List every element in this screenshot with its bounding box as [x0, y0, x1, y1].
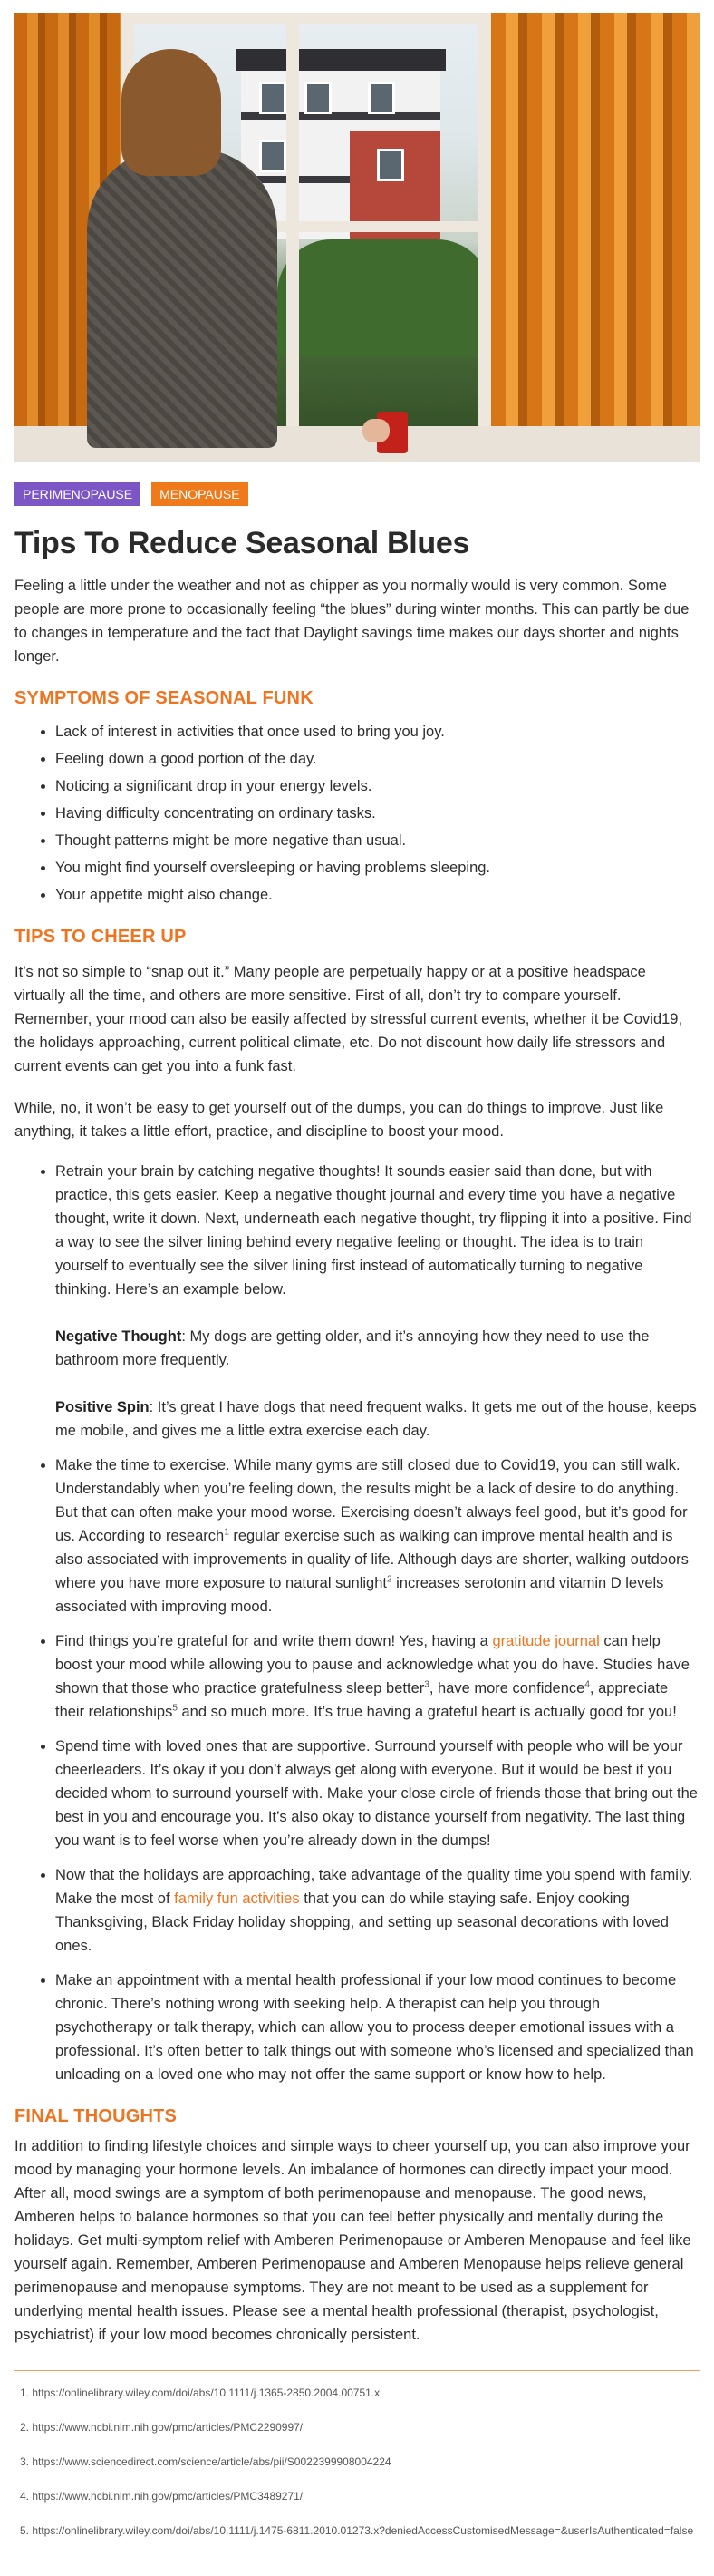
- references-list: [14, 2386, 700, 2538]
- intro-paragraph: Feeling a little under the weather and not as chipper as you normally would is very common. Some people are more prone to occasionally feeling “the blues” during winter months. This can partly be due to changes in temperature and the fact that Daylight savings time makes our days shorter and nights longer.: [14, 578, 690, 665]
- tips-paragraph-2: While, no, it won’t be easy to get yourself out of the dumps, you can do things to improve. Just like anything, it takes a little effort, practice, and discipline to boost your mood.: [14, 1100, 664, 1140]
- curtain-right: [491, 13, 700, 462]
- hero-image: [14, 13, 700, 462]
- symptoms-list: [14, 720, 700, 907]
- tip-mental-health-professional: • Make an appointment with a mental health professional if your low mood continues to become chronic. There’s nothing wrong with seeking help. A therapist can help you through psychotherapy or talk therapy, which can allow you to process deeper emotional issues with a professional. It’s often better to talk things out with someone who’s licensed and specialized than unloading on a loved one who may not offer the same support or know how to help.: [55, 1968, 700, 2086]
- tip-text: Now that the holidays are approaching, take advantage of the quality time you spend with family. Make the most of: [55, 1867, 693, 1907]
- reference-item[interactable]: 2. https://www.ncbi.nlm.nih.gov/pmc/articles/PMC2290997/: [20, 2421, 304, 2434]
- tip-text: Find things you’re grateful for and write them down! Yes, having a: [55, 1633, 493, 1649]
- tip-exercise: [55, 1453, 700, 1619]
- tip-gratitude: [55, 1629, 700, 1724]
- list-item: • Having difficulty concentrating on ordinary tasks.: [55, 802, 700, 825]
- tip-text: can help boost your mood while allowing you to pause and acknowledge what you do have. Studies have shown that those who practice gratefulness sleep better: [55, 1633, 690, 1696]
- negative-thought-text: : My dogs are getting older, and it’s annoying how they need to use the bathroom more frequently.: [55, 1328, 650, 1368]
- symptoms-heading: SYMPTOMS OF SEASONAL FUNK: [14, 688, 314, 708]
- family-fun-activities-link[interactable]: family fun activities: [174, 1891, 300, 1907]
- tag-perimenopause[interactable]: PERIMENOPAUSE: [14, 482, 140, 506]
- tip-loved-ones: • Spend time with loved ones that are supportive. Surround yourself with people who will be your cheerleaders. It’s okay if you don’t always get along with everyone. But it would be best if you decided whom to surround yourself with. Make your close circle of friends those that bring out the best in you and encourage you. It’s also okay to distance yourself from negativity. The last thing you want is to feel worse when you’re already down in the dumps!: [55, 1735, 700, 1852]
- list-item: • Lack of interest in activities that once used to bring you joy.: [55, 720, 700, 744]
- list-item: • You might find yourself oversleeping or having problems sleeping.: [55, 856, 700, 880]
- positive-spin-text: : It’s great I have dogs that need frequent walks. It gets me out of the house, keeps me mobile, and gives me a little extra exercise each day.: [55, 1399, 697, 1439]
- reference-item[interactable]: 3. https://www.sciencedirect.com/science/article/abs/pii/S0022399908004224: [20, 2455, 391, 2468]
- tip-text: increases serotonin and vitamin D levels associated with improving mood.: [55, 1575, 664, 1615]
- tip-text: Retrain your brain by catching negative thoughts! It sounds easier said than done, but with practice, this gets easier. Keep a negative thought journal and every time you have a negative thought, write it down. Next, underneath each negative thought, try flipping it into a positive. Find a way to see the silver lining behind every negative feeling or thought. The idea is to train yourself to eventually see the silver lining first instead of automatically turning to negative thinking. Here’s an example below.: [55, 1163, 692, 1298]
- woman-hair: [121, 49, 221, 176]
- page-title: Tips To Reduce Seasonal Blues: [14, 526, 470, 560]
- tip-text: Make the time to exercise. While many gyms are still closed due to Covid19, you can still walk. Understandably when you’re feeling down, the results might be a lack of desire to do anything. But that can often make your mood worse. Exercising doesn’t always feel good, but it’s good for us. According to research: [55, 1457, 688, 1544]
- tips-heading: TIPS TO CHEER UP: [14, 927, 187, 947]
- positive-spin-example: [55, 1395, 700, 1443]
- woman-figure: [87, 149, 277, 448]
- tips-list: [14, 1160, 700, 2086]
- reference-item[interactable]: 1. https://onlinelibrary.wiley.com/doi/abs/10.1111/j.1365-2850.2004.00751.x: [20, 2386, 381, 2399]
- list-item: • Thought patterns might be more negative than usual.: [55, 829, 700, 852]
- list-item: • Feeling down a good portion of the day.: [55, 747, 700, 771]
- hedge: [277, 239, 491, 357]
- tag-list: [14, 482, 700, 506]
- tip-text: that you can do while staying safe. Enjoy cooking Thanksgiving, Black Friday holiday shopping, and setting up seasonal decorations with loved ones.: [55, 1891, 669, 1954]
- final-thoughts-paragraph: In addition to finding lifestyle choices and simple ways to cheer yourself up, you can also improve your mood by managing your hormone levels. An imbalance of hormones can directly impact your mood. After all, mood swings are a symptom of both perimenopause and menopause. The good news, Amberen helps to balance hormones so that you can feel better physically and mentally during the holidays. Get multi-symptom relief with Amberen Perimenopause or Amberen Menopause and feel like yourself again. Remember, Amberen Perimenopause and Amberen Menopause helps relieve general perimenopause and menopause symptoms. They are not meant to be used as a supplement for underlying mental health issues. Please see a mental health professional (therapist, psychologist, psychiatrist) if your low mood becomes chronically persistent.: [14, 2138, 691, 2343]
- final-thoughts-heading: FINAL THOUGHTS: [14, 2106, 178, 2126]
- tip-text: , appreciate their relationships: [55, 1680, 669, 1720]
- reference-item[interactable]: 5. https://onlinelibrary.wiley.com/doi/abs/10.1111/j.1475-6811.2010.01273.x?deniedAccessCustomisedMessage=&userIsAuthenticated=false: [20, 2524, 694, 2537]
- tips-paragraph-1: It’s not so simple to “snap out it.” Many people are perpetually happy or at a positive headspace virtually all the time, and others are more sensitive. First of all, don’t try to compare yourself. Remember, your mood can also be easily affected by stressful current events, whether it be Covid19, the holidays approaching, current political climate, etc. Do not discount how daily life stressors and current events can get you into a funk fast.: [14, 964, 683, 1074]
- negative-thought-label: Negative Thought: [55, 1328, 182, 1345]
- positive-spin-label: Positive Spin: [55, 1399, 150, 1415]
- tip-text: and so much more. It’s true having a grateful heart is actually good for you!: [177, 1704, 677, 1720]
- tip-text: , have more confidence: [429, 1680, 585, 1696]
- gratitude-journal-link[interactable]: gratitude journal: [492, 1633, 600, 1649]
- tip-holidays: [55, 1863, 700, 1958]
- list-item: • Noticing a significant drop in your energy levels.: [55, 774, 700, 798]
- reference-item[interactable]: 4. https://www.ncbi.nlm.nih.gov/pmc/articles/PMC3489271/: [20, 2490, 304, 2503]
- footnote-ref-1[interactable]: 1: [224, 1527, 229, 1538]
- tip-retrain-brain: [55, 1160, 700, 1443]
- divider: [14, 2370, 700, 2371]
- tag-menopause[interactable]: MENOPAUSE: [151, 482, 247, 506]
- tip-text: regular exercise such as walking can improve mental health and is also associated with improvements in quality of life. Although days are shorter, walking outdoors where you have more exposure to natural sunlight: [55, 1528, 689, 1591]
- footnote-ref-5[interactable]: 5: [172, 1703, 178, 1714]
- list-item: • Your appetite might also change.: [55, 883, 700, 907]
- footnote-ref-2[interactable]: 2: [386, 1574, 392, 1585]
- footnote-ref-4[interactable]: 4: [584, 1679, 590, 1690]
- negative-thought-example: [55, 1325, 700, 1372]
- hand: [362, 419, 390, 442]
- footnote-ref-3[interactable]: 3: [424, 1679, 429, 1690]
